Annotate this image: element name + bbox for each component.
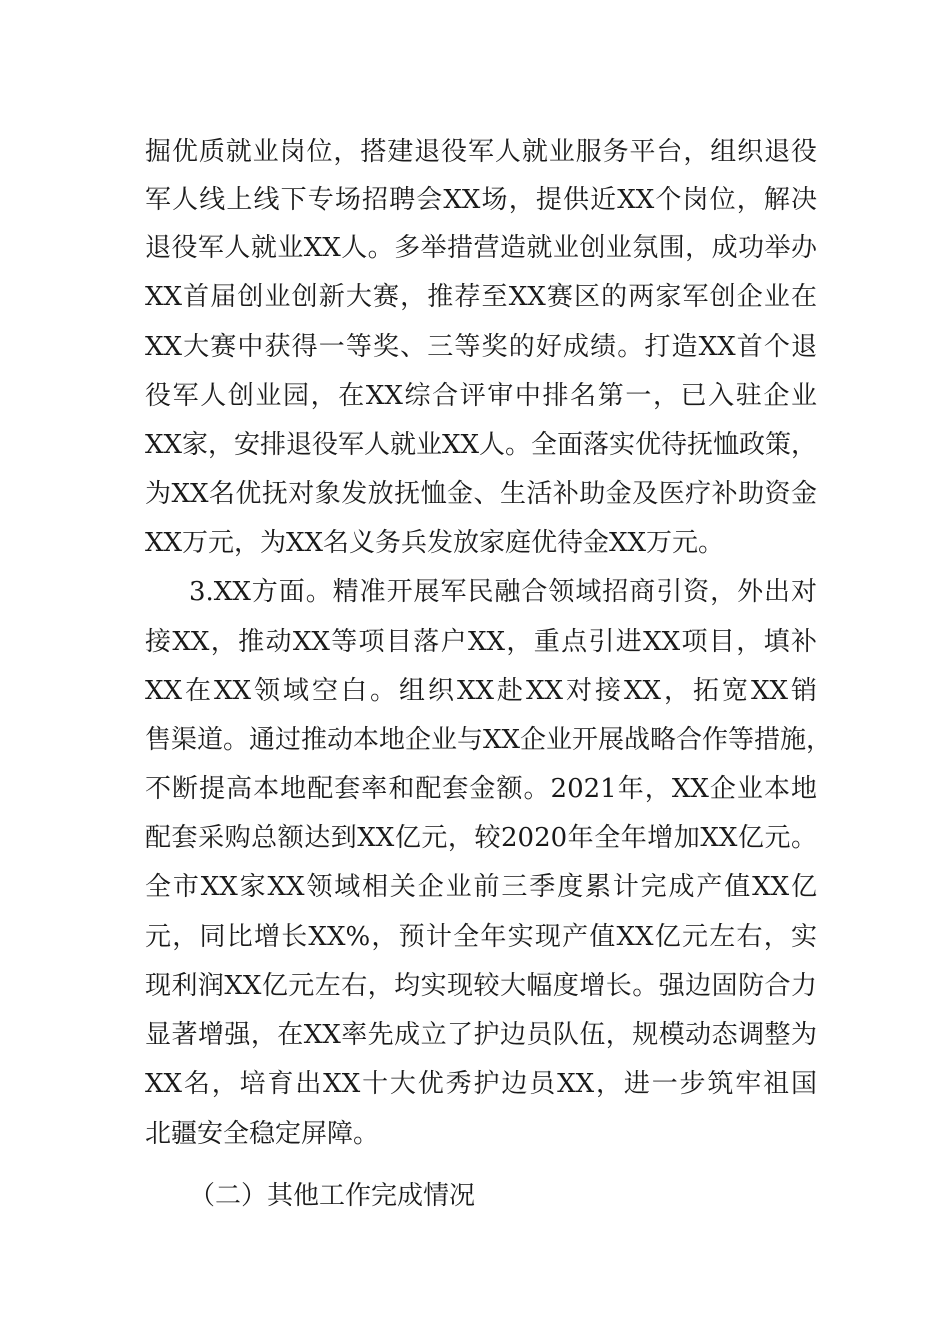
paragraph-line: 为XX名优抚对象发放抚恤金、生活补助金及医疗补助资金: [145, 479, 817, 509]
paragraph-line: 显著增强，在XX率先成立了护边员队伍，规模动态调整为: [145, 1020, 817, 1050]
section-heading: （二）其他工作完成情况: [189, 1181, 476, 1211]
paragraph-line: 3.XX方面。精准开展军民融合领域招商引资，外出对: [189, 577, 817, 607]
paragraph-line: 接XX，推动XX等项目落户XX，重点引进XX项目，填补: [145, 627, 817, 657]
paragraph-line: XX家，安排退役军人就业XX人。全面落实优待抚恤政策，: [145, 430, 818, 460]
paragraph-line: XX在XX领域空白。组织XX赴XX对接XX，拓宽XX销: [145, 676, 817, 706]
paragraph-line: XX万元，为XX名义务兵发放家庭优待金XX万元。: [145, 528, 725, 558]
paragraph-line: 不断提高本地配套率和配套金额。2021年，XX企业本地: [145, 774, 817, 804]
paragraph-line: 配套采购总额达到XX亿元，较2020年全年增加XX亿元。: [145, 823, 817, 853]
paragraph-line: XX名，培育出XX十大优秀护边员XX，进一步筑牢祖国: [145, 1069, 817, 1099]
paragraph-line: 现利润XX亿元左右，均实现较大幅度增长。强边固防合力: [145, 971, 817, 1001]
paragraph-line: XX首届创业创新大赛，推荐至XX赛区的两家军创企业在: [145, 282, 817, 312]
paragraph-line: 退役军人就业XX人。多举措营造就业创业氛围，成功举办: [145, 233, 817, 263]
paragraph-line: 掘优质就业岗位，搭建退役军人就业服务平台，组织退役: [145, 137, 817, 167]
paragraph-line: 军人线上线下专场招聘会XX场，提供近XX个岗位，解决: [145, 185, 817, 215]
paragraph-line: 北疆安全稳定屏障。: [145, 1119, 380, 1149]
paragraph-line: 全市XX家XX领域相关企业前三季度累计完成产值XX亿: [145, 872, 817, 902]
paragraph-line: 元，同比增长XX%，预计全年实现产值XX亿元左右，实: [145, 922, 817, 952]
paragraph-line: XX大赛中获得一等奖、三等奖的好成绩。打造XX首个退: [145, 332, 817, 362]
paragraph-line: 役军人创业园，在XX综合评审中排名第一，已入驻企业: [145, 381, 817, 411]
paragraph-line: 售渠道。通过推动本地企业与XX企业开展战略合作等措施，: [145, 725, 833, 755]
